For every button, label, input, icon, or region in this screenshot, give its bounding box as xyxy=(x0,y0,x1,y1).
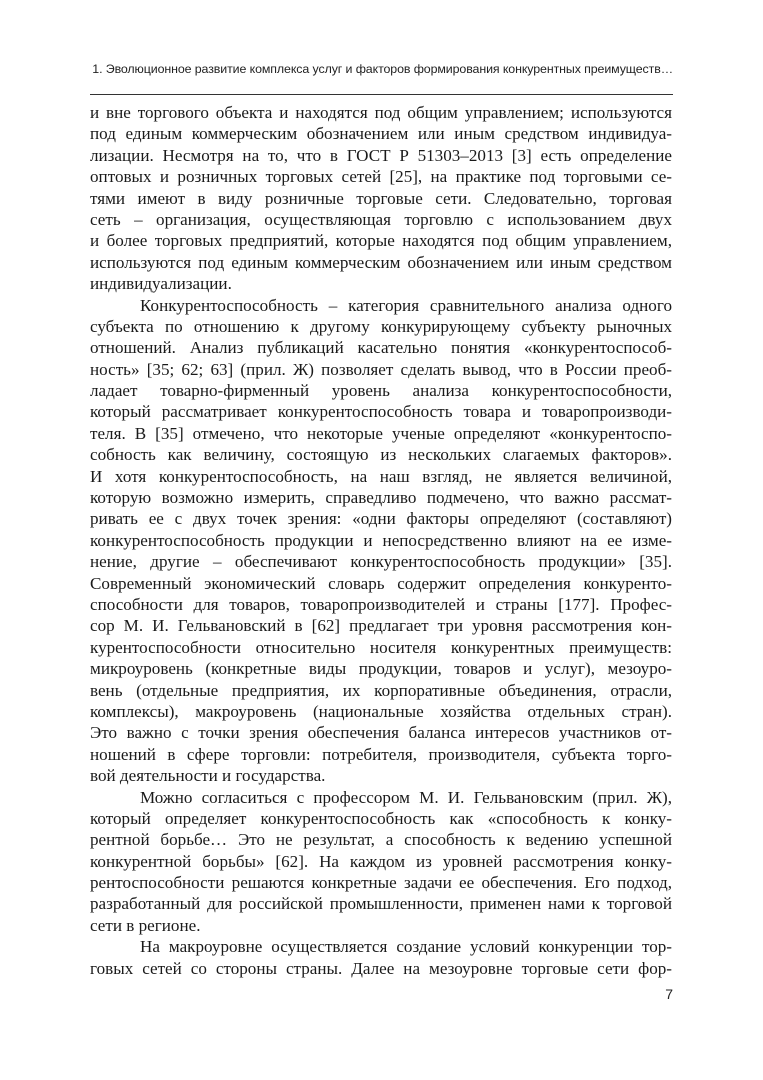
page-number: 7 xyxy=(665,986,673,1002)
text-line: и более торговых предприятий, которые находятся под общим управлением, xyxy=(90,231,672,251)
header-divider xyxy=(90,94,673,95)
text-line: разработанный для российской промышленности, применен нами к торговой xyxy=(90,894,672,914)
text-line: отношений. Анализ публикаций касательно понятия «конкурентоспособ- xyxy=(90,338,672,358)
text-line: ладает товарно-фирменный уровень анализа конкурентоспособности, xyxy=(90,381,672,401)
text-line: Можно согласиться с профессором М. И. Гельвановским (прил. Ж), xyxy=(140,787,672,807)
text-line: способности для товаров, товаропроизводителей и страны [177]. Профес- xyxy=(90,594,672,614)
text-line: который определяет конкурентоспособность как «способность к конку- xyxy=(90,808,672,828)
text-line: субъекта по отношению к другому конкурирующему субъекту рыночных xyxy=(90,316,672,336)
running-header: 1. Эволюционное развитие комплекса услуг и факторов формирования конкурентных преимуществ… xyxy=(92,62,673,76)
paragraph xyxy=(90,787,672,937)
paragraph xyxy=(90,295,672,787)
text-line: ношений в сфере торговли: потребителя, производителя, субъекта торго- xyxy=(90,744,672,764)
text-line: Современный экономический словарь содержит определения конкуренто- xyxy=(90,573,672,593)
text-line: На макроуровне осуществляется создание условий конкуренции тор- xyxy=(140,937,672,957)
text-line: конкурентоспособность продукции и непосредственно влияют на ее изме- xyxy=(90,530,672,550)
text-line: ривать ее с двух точек зрения: «одни факторы определяют (составляют) xyxy=(90,509,672,529)
text-line: который рассматривает конкурентоспособность товара и товаропроизводи- xyxy=(90,402,672,422)
text-line: сеть – организация, осуществляющая торговлю с использованием двух xyxy=(90,209,672,229)
text-line: сор М. И. Гельвановский в [62] предлагает три уровня рассмотрения кон- xyxy=(90,616,672,636)
text-line: индивидуализации. xyxy=(90,274,232,294)
text-line: говых сетей со стороны страны. Далее на мезоуровне торговые сети фор- xyxy=(90,958,672,978)
text-line: и вне торгового объекта и находятся под общим управлением; используются xyxy=(90,103,672,122)
text-line: вой деятельности и государства. xyxy=(90,766,326,786)
paragraph xyxy=(90,102,672,295)
paragraph xyxy=(90,936,672,979)
text-line: Конкурентоспособность – категория сравнительного анализа одного xyxy=(140,295,672,315)
text-line: курентоспособности относительно носителя конкурентных преимуществ: xyxy=(90,637,672,657)
text-line: лизации. Несмотря на то, что в ГОСТ Р 51303–2013 [3] есть определение xyxy=(90,145,672,165)
text-line: конкурентной борьбы» [62]. На каждом из уровней рассмотрения конку- xyxy=(90,851,672,871)
body-text xyxy=(90,102,672,979)
text-line: комплексы), макроуровень (национальные хозяйства отдельных стран). xyxy=(90,701,672,721)
text-line: которую возможно измерить, справедливо подмечено, что важно рассмат- xyxy=(90,488,672,508)
text-line: рентной борьбе… Это не результат, а способность к ведению успешной xyxy=(90,830,672,850)
text-line: тями имеют в виду розничные торговые сети. Следовательно, торговая xyxy=(90,188,672,208)
text-line: теля. В [35] отмечено, что некоторые ученые определяют «конкурентоспо- xyxy=(90,423,672,443)
text-line: вень (отдельные предприятия, их корпоративные объединения, отрасли, xyxy=(90,680,672,700)
text-line: ность» [35; 62; 63] (прил. Ж) позволяет сделать вывод, что в России преоб- xyxy=(90,359,672,379)
text-line: нение, другие – обеспечивают конкурентоспособность продукции» [35]. xyxy=(90,552,672,572)
text-line: Это важно с точки зрения обеспечения баланса интересов участников от- xyxy=(90,723,672,743)
text-line: под единым коммерческим обозначением или иным средством индивидуа- xyxy=(90,124,672,144)
text-line: сети в регионе. xyxy=(90,915,201,935)
text-line: используются под единым коммерческим обозначением или иным средством xyxy=(90,252,672,272)
text-line: оптовых и розничных торговых сетей [25], на практике под торговыми се- xyxy=(90,167,672,187)
text-line: микроуровень (конкретные виды продукции, товаров и услуг), мезоуро- xyxy=(90,659,672,679)
text-line: рентоспособности решаются конкретные задачи ее обеспечения. Его подход, xyxy=(90,873,672,893)
text-line: И хотя конкурентоспособность, на наш взгляд, не является величиной, xyxy=(90,466,672,486)
text-line: собность как величину, состоящую из нескольких слагаемых факторов». xyxy=(90,445,672,465)
